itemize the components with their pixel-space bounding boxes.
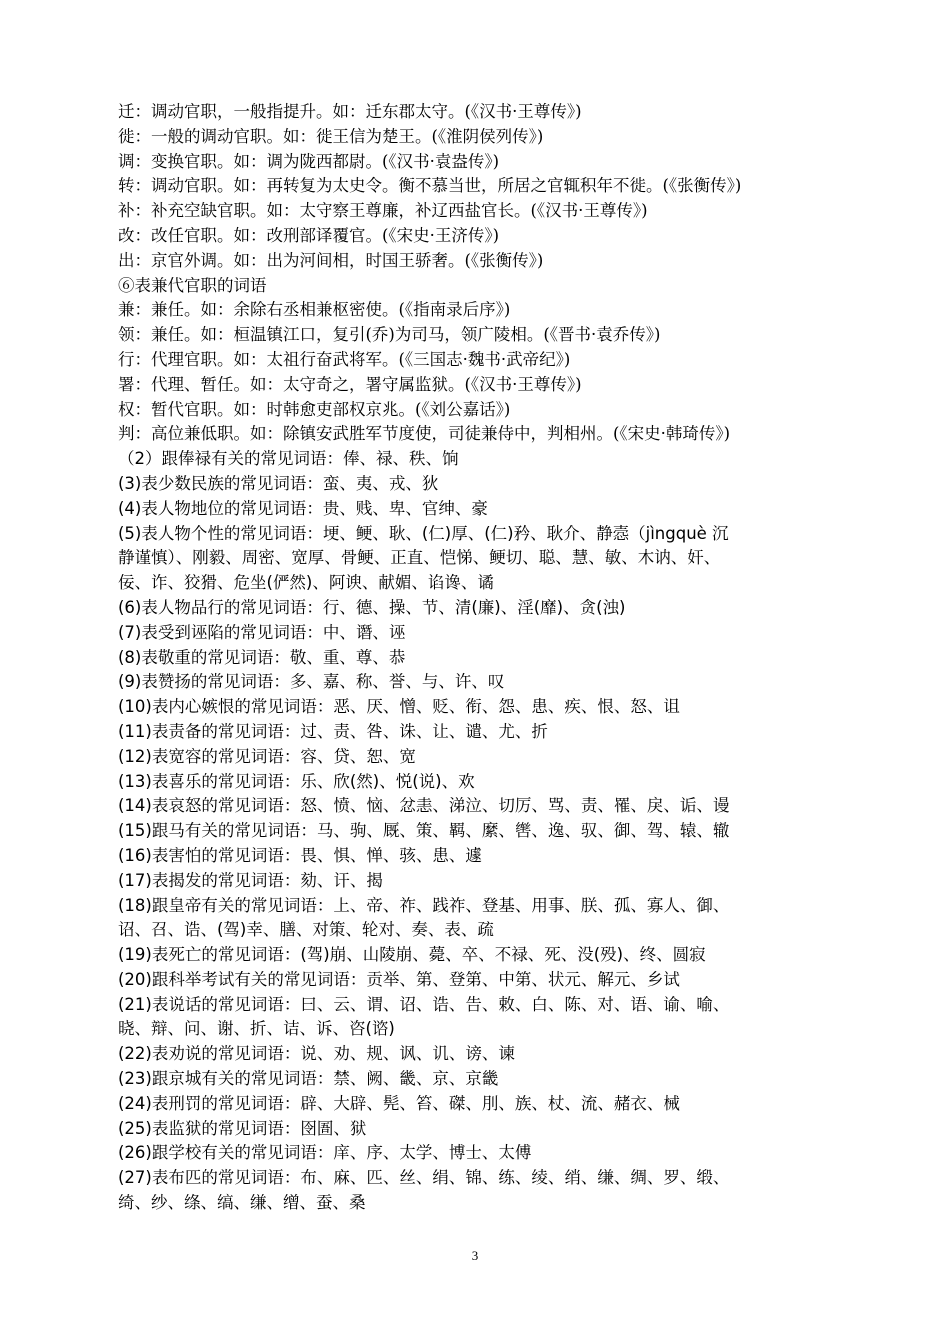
text-line: （2）跟俸禄有关的常见词语：俸、禄、秩、饷 <box>118 449 459 469</box>
document-body <box>118 100 836 1216</box>
official-terms-section <box>118 100 836 447</box>
text-line: (16)表害怕的常见词语：畏、惧、惮、骇、患、遽 <box>118 845 482 865</box>
text-line: 诏、召、诰、(驾)幸、膳、对策、轮对、奏、表、疏 <box>118 920 494 940</box>
text-line: (5)表人物个性的常见词语：埂、鲠、耿、(仁)厚、(仁)矜、耿介、静悫（jìngquè 沉 <box>118 523 729 543</box>
common-words-section <box>118 447 836 1216</box>
text-line: 徙：一般的调动官职。如：徙王信为楚王。(《淮阴侯列传》) <box>118 126 544 146</box>
text-line: (10)表内心嫉恨的常见词语：恶、厌、憎、贬、衔、怨、患、疾、恨、怒、诅 <box>118 697 680 717</box>
text-line: (6)表人物品行的常见词语：行、德、操、节、清(廉)、淫(靡)、贪(浊) <box>118 597 626 617</box>
text-line: (23)跟京城有关的常见词语：禁、阙、畿、京、京畿 <box>118 1069 499 1089</box>
text-line: 领：兼任。如：桓温镇江口，复引(乔)为司马，领广陵相。(《晋书·袁乔传》) <box>118 325 661 345</box>
text-line: (20)跟科举考试有关的常见词语：贡举、第、登第、中第、状元、解元、乡试 <box>118 969 680 989</box>
text-line: (21)表说话的常见词语：曰、云、谓、诏、诰、告、敕、白、陈、对、语、谕、喻、 <box>118 994 730 1014</box>
text-line: 权：暂代官职。如：时韩愈吏部权京兆。(《刘公嘉话》) <box>118 399 511 419</box>
text-line: (18)跟皇帝有关的常见词语：上、帝、祚、践祚、登基、用事、朕、孤、寡人、御、 <box>118 895 730 915</box>
text-line: (3)表少数民族的常见词语：蛮、夷、戎、狄 <box>118 473 439 493</box>
text-line: (24)表刑罚的常见词语：辟、大辟、髡、笞、磔、刖、族、杖、流、赭衣、械 <box>118 1093 680 1113</box>
text-line: (22)表劝说的常见词语：说、劝、规、讽、讥、谤、谏 <box>118 1044 515 1064</box>
text-line: 晓、辩、问、谢、折、诘、诉、咨(谘) <box>118 1019 395 1039</box>
text-line: 转：调动官职。如：再转复为太史令。衡不慕当世，所居之官辄积年不徙。(《张衡传》) <box>118 176 742 196</box>
text-line: (17)表揭发的常见词语：劾、讦、揭 <box>118 870 383 890</box>
text-line: 绮、纱、绦、缟、缣、缯、蚕、桑 <box>118 1193 366 1213</box>
text-line: 调：变换官职。如：调为陇西都尉。(《汉书·袁盎传》) <box>118 151 500 171</box>
text-line: (27)表布匹的常见词语：布、麻、匹、丝、绢、锦、练、绫、绡、缣、绸、罗、缎、 <box>118 1168 730 1188</box>
text-line: (7)表受到诬陷的常见词语：中、谮、诬 <box>118 622 406 642</box>
text-line: (14)表哀怒的常见词语：怒、愤、恼、忿恚、涕泣、切厉、骂、责、罹、戾、诟、谩 <box>118 796 730 816</box>
text-line: (26)跟学校有关的常见词语：庠、序、太学、博士、太傅 <box>118 1143 532 1163</box>
text-line: ⑥表兼代官职的词语 <box>118 275 267 295</box>
text-line: (13)表喜乐的常见词语：乐、欣(然)、悦(说)、欢 <box>118 771 475 791</box>
text-line: (15)跟马有关的常见词语：马、驹、厩、策、羁、縻、辔、逸、驭、御、驾、辕、辙 <box>118 821 730 841</box>
page-number: 3 <box>471 1248 479 1263</box>
text-line: 迁：调动官职，一般指提升。如：迁东郡太守。(《汉书·王尊传》) <box>118 102 582 121</box>
text-line: (19)表死亡的常见词语：(驾)崩、山陵崩、薨、卒、不禄、死、没(殁)、终、圆寂 <box>118 945 706 965</box>
text-line: 改：改任官职。如：改刑部译覆官。(《宋史·王济传》) <box>118 225 500 245</box>
text-line: (12)表宽容的常见词语：容、贷、恕、宽 <box>118 746 416 766</box>
text-line: 判：高位兼低职。如：除镇安武胜军节度使，司徒兼侍中，判相州。(《宋史·韩琦传》) <box>118 424 731 444</box>
text-line: 补：补充空缺官职。如：太守察王尊廉，补辽西盐官长。(《汉书·王尊传》) <box>118 201 648 221</box>
text-line: (4)表人物地位的常见词语：贵、贱、卑、官绅、豪 <box>118 498 488 518</box>
text-line: 兼：兼任。如：余除右丞相兼枢密使。(《指南录后序》) <box>118 300 511 320</box>
text-line: (8)表敬重的常见词语：敬、重、尊、恭 <box>118 647 406 667</box>
text-line: 署：代理、暂任。如：太守奇之，署守属监狱。(《汉书·王尊传》) <box>118 374 582 394</box>
text-line: (9)表赞扬的常见词语：多、嘉、称、誉、与、许、叹 <box>118 672 505 692</box>
text-line: 行：代理官职。如：太祖行奋武将军。(《三国志·魏书·武帝纪》) <box>118 349 571 369</box>
text-line: 出：京官外调。如：出为河间相，时国王骄奢。(《张衡传》) <box>118 250 544 270</box>
text-line: 佞、诈、狡猾、危坐(俨然)、阿谀、献媚、谄谗、谲 <box>118 573 494 593</box>
text-line: (25)表监狱的常见词语：囹圄、狱 <box>118 1118 367 1138</box>
text-line: 静谨慎）、刚毅、周密、宽厚、骨鲠、正直、恺悌、鲠切、聪、慧、敏、木讷、奸、 <box>118 548 721 568</box>
text-line: (11)表责备的常见词语：过、责、咎、诛、让、谴、尤、折 <box>118 721 548 741</box>
